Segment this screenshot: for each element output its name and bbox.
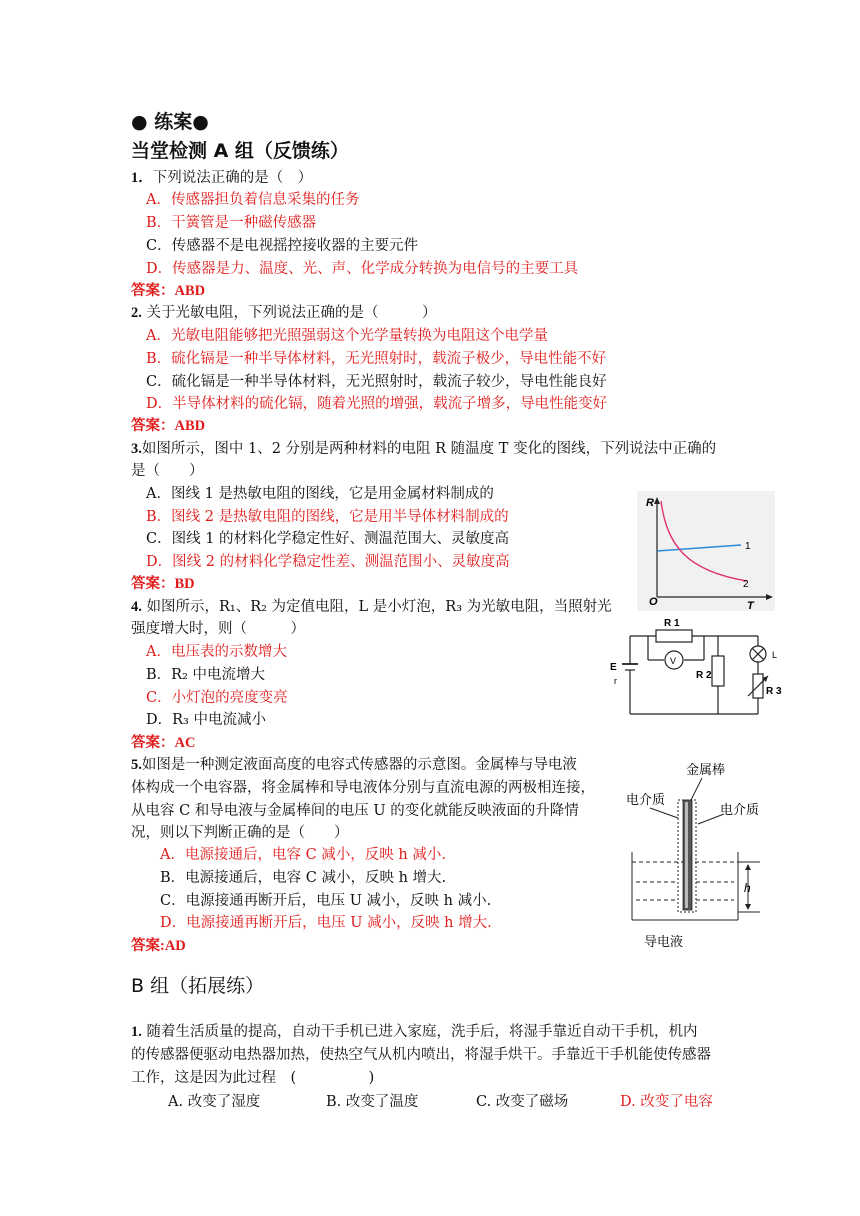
question-3 <box>131 439 716 459</box>
q3-rt-graph <box>637 491 775 611</box>
question-stem-cont: 强度增大时，则（ ） <box>131 621 305 637</box>
q4-option-d: D．R₃ 中电流减小 <box>146 712 266 728</box>
q5-capacitive-sensor-diagram <box>620 756 780 956</box>
question-5 <box>131 755 577 775</box>
q1-option-c: C．传感器不是电视摇控接收器的主要元件 <box>146 238 419 254</box>
q2-option-c: C．硫化镉是一种半导体材料，无光照射时，载流子较少，导电性能良好 <box>146 374 607 390</box>
q3-answer: 答案：BD <box>131 576 195 592</box>
x-axis-label: T <box>747 600 754 611</box>
question-4 <box>131 597 612 617</box>
question-stem-cont: 工作，这是因为此过程 ( ) <box>131 1070 375 1086</box>
question-stem: 下列说法正确的是（ ） <box>152 170 313 186</box>
question-stem-cont: 是（ ） <box>131 463 204 479</box>
section-b-title: B 组（拓展练） <box>131 975 265 997</box>
b1-option-a: A. 改变了湿度 <box>168 1094 261 1110</box>
r2-label: R 2 <box>696 670 712 681</box>
q3-option-b: B．图线 2 是热敏电阻的图线，它是用半导体材料制成的 <box>146 509 509 525</box>
q4-circuit-diagram <box>608 612 798 720</box>
q5-option-b: B．电源接通后，电容 C 减小，反映 h 增大. <box>160 870 447 886</box>
q2-answer: 答案：ABD <box>131 418 206 434</box>
question-stem: 如图是一种测定液面高度的电容式传感器的示意图。金属棒与导电液 <box>141 757 577 773</box>
question-stem: 随着生活质量的提高，自动干手机已进入家庭，洗手后，将湿手靠近自动干手机，机内 <box>141 1024 698 1040</box>
b1-option-b: B. 改变了温度 <box>326 1094 419 1110</box>
q3-option-d: D．图线 2 的材料化学稳定性差、测温范围小、灵敏度高 <box>146 554 510 570</box>
q2-option-a: A．光敏电阻能够把光照强弱这个光学量转换为电阻这个电学量 <box>146 328 548 344</box>
question-number: 2. <box>131 305 142 321</box>
question-stem-cont: 况，则以下判断正确的是（ ） <box>131 825 349 841</box>
q1-option-d: D．传感器是力、温度、光、声、化学成分转换为电信号的主要工具 <box>146 261 579 277</box>
origin-label: O <box>649 596 658 608</box>
q4-option-c: C．小灯泡的亮度变亮 <box>146 690 288 706</box>
q4-option-a: A．电压表的示数增大 <box>146 644 287 660</box>
page-title: ● 练案● <box>131 111 209 133</box>
curve-2-label: 2 <box>743 579 749 590</box>
q4-option-b: B．R₂ 中电流增大 <box>146 667 265 683</box>
dielectric-right-label: 电介质 <box>720 802 760 817</box>
y-axis-label: R <box>646 497 654 509</box>
question-1 <box>131 168 312 188</box>
q1-option-a: A．传感器担负着信息采集的任务 <box>146 192 360 208</box>
question-stem: 如图所示，图中 1、2 分别是两种材料的电阻 R 随温度 T 变化的图线，下列说法中正确的 <box>141 441 717 457</box>
question-stem-cont: 体构成一个电容器，将金属棒和导电液体分别与直流电源的两极相连接， <box>131 780 595 796</box>
b-question-1 <box>131 1022 697 1042</box>
voltmeter-label: V <box>670 656 677 666</box>
q3-option-a: A．图线 1 是热敏电阻的图线，它是用金属材料制成的 <box>146 486 494 502</box>
q5-option-a: A．电源接通后，电容 C 减小，反映 h 减小. <box>160 847 446 863</box>
question-stem: 关于光敏电阻，下列说法正确的是（ ） <box>141 305 437 321</box>
height-label: h <box>744 881 751 895</box>
dielectric-left-label: 电介质 <box>626 792 666 807</box>
question-stem-cont: 的传感器便驱动电热器加热，使热空气从机内喷出，将湿手烘干。手靠近干手机能使传感器 <box>131 1047 711 1063</box>
lamp-label: L <box>772 650 778 660</box>
question-stem-cont: 从电容 C 和导电液与金属棒间的电压 U 的变化就能反映液面的升降情 <box>131 803 579 819</box>
question-stem: 如图所示，R₁、R₂ 为定值电阻，L 是小灯泡，R₃ 为光敏电阻，当照射光 <box>141 599 612 615</box>
question-2 <box>131 303 436 323</box>
q5-option-c: C．电源接通再断开后，电压 U 减小，反映 h 减小. <box>160 893 492 909</box>
q1-answer: 答案：ABD <box>131 283 206 299</box>
q2-option-d: D．半导体材料的硫化镉，随着光照的增强，载流子增多，导电性能变好 <box>146 396 608 412</box>
q2-option-b: B．硫化镉是一种半导体材料，无光照射时，载流子极少，导电性能不好 <box>146 351 607 367</box>
q5-answer: 答案:AD <box>131 938 186 954</box>
emf-label: E <box>610 662 617 673</box>
q4-answer: 答案：AC <box>131 735 196 751</box>
question-number: 1． <box>131 170 153 186</box>
question-number: 1. <box>131 1024 142 1040</box>
q1-option-b: B．干簧管是一种磁传感器 <box>146 215 317 231</box>
question-number: 5. <box>131 757 142 773</box>
section-a-title: 当堂检测 A 组（反馈练） <box>131 140 349 162</box>
r1-label: R 1 <box>664 618 680 629</box>
metal-rod-label: 金属棒 <box>686 762 726 777</box>
b1-option-d: D. 改变了电容 <box>620 1094 713 1110</box>
curve-1-label: 1 <box>745 541 751 552</box>
b1-option-c: C. 改变了磁场 <box>476 1094 569 1110</box>
r3-label: R 3 <box>766 686 782 697</box>
q5-option-d: D．电源接通再断开后，电压 U 减小，反映 h 增大. <box>160 915 492 931</box>
question-number: 3. <box>131 441 142 457</box>
liquid-label: 导电液 <box>644 934 684 949</box>
question-number: 4. <box>131 599 142 615</box>
q3-option-c: C．图线 1 的材料化学稳定性好、测温范围大、灵敏度高 <box>146 531 510 547</box>
internal-resistance-label: r <box>614 676 617 686</box>
